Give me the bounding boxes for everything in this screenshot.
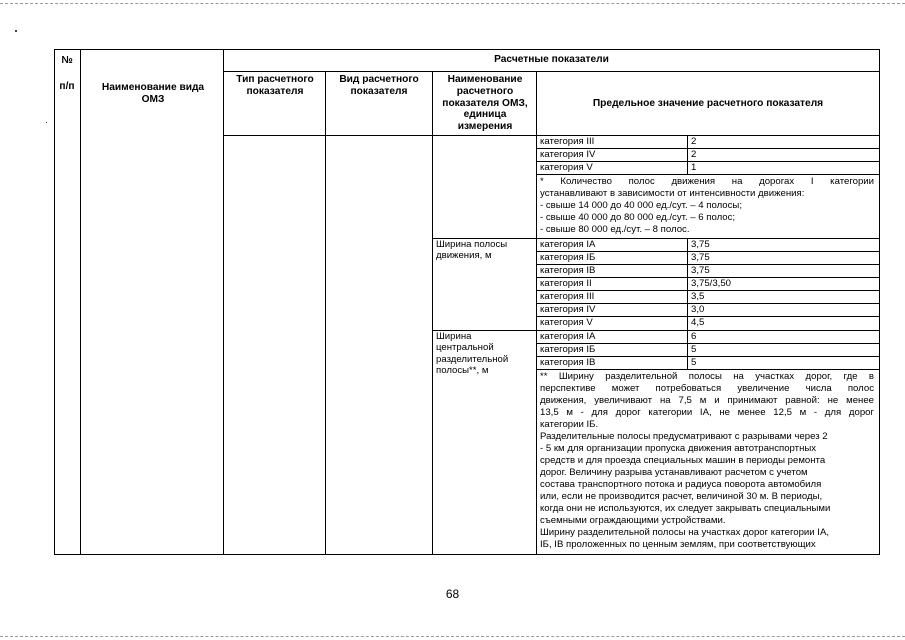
category-cell: категория V bbox=[540, 162, 593, 173]
value-cell: 2 bbox=[691, 149, 697, 160]
category-cell: категория IВ bbox=[540, 357, 596, 368]
page-number: 68 bbox=[445, 587, 460, 601]
category-cell: категория IА bbox=[540, 331, 596, 342]
median-note-line: дорог. Величину разрыва устанавливают расчетом с учетом bbox=[540, 467, 808, 478]
median-note-line: состава транспортного потока и радиуса поворота автомобиля bbox=[540, 479, 822, 490]
median-note-line: - 5 км для организации пропуска движения автотранспортных bbox=[540, 443, 817, 454]
category-cell: категория III bbox=[540, 136, 595, 147]
median-note-line: перспективе может потребоваться увеличение числа полос bbox=[540, 383, 874, 394]
lane-width-label: Ширина полосы движения, м bbox=[436, 239, 508, 262]
lanes-note-line: - свыше 40 000 до 80 000 ед./сут. – 6 полос; bbox=[540, 212, 736, 223]
category-cell: категория III bbox=[540, 291, 595, 302]
value-cell: 2 bbox=[691, 136, 697, 147]
median-note-line: 13,5 м - для дорог категории IА, не менее 12,5 м - для дорог bbox=[540, 407, 874, 418]
value-cell: 1 bbox=[691, 162, 697, 173]
median-note-line: Разделительные полосы предусматривают с разрывами через 2 bbox=[540, 431, 828, 442]
category-cell: категория IV bbox=[540, 304, 596, 315]
value-cell: 5 bbox=[691, 344, 697, 355]
value-cell: 3,75 bbox=[691, 252, 710, 263]
category-cell: категория IБ bbox=[540, 252, 596, 263]
median-note-line: IБ, IВ проложенных по ценным землям, при соответствующих bbox=[540, 539, 816, 550]
category-cell: категория V bbox=[540, 317, 593, 328]
median-note-line: ** Ширину разделительной полосы на участках дорог, где в bbox=[540, 371, 874, 382]
number-subheader: п/п bbox=[59, 81, 75, 92]
median-note-line: средств и для проезда специальных машин в периоды ремонта bbox=[540, 455, 826, 466]
value-cell: 3,0 bbox=[691, 304, 705, 315]
scan-speck bbox=[15, 30, 17, 32]
median-note-line: категории IБ. bbox=[540, 419, 599, 430]
median-note-line: съемными ограждающими устройствами. bbox=[540, 515, 726, 526]
category-cell: категория IА bbox=[540, 239, 596, 250]
indicators-table bbox=[54, 49, 880, 555]
value-cell: 6 bbox=[691, 331, 697, 342]
value-cell: 3,75 bbox=[691, 239, 710, 250]
lanes-note-line: - свыше 80 000 ед./сут. – 8 полос. bbox=[540, 224, 690, 235]
value-cell: 5 bbox=[691, 357, 697, 368]
value-cell: 3,75 bbox=[691, 265, 710, 276]
scan-speck bbox=[46, 122, 47, 123]
limit-header: Предельное значение расчетного показателя bbox=[592, 98, 824, 109]
number-header: № bbox=[61, 55, 73, 66]
category-cell: категория IВ bbox=[540, 265, 596, 276]
name-header: Наименование расчетного показателя ОМЗ, единица измерения bbox=[442, 74, 528, 133]
lanes-note-line: устанавливают в зависимости от интенсивности движения: bbox=[540, 188, 805, 199]
omz-name-header: Наименование вида ОМЗ bbox=[101, 82, 205, 105]
value-cell: 3,5 bbox=[691, 291, 705, 302]
median-note-line: когда они не используются, их следует закрывать специальными bbox=[540, 503, 831, 514]
value-cell: 3,75/3,50 bbox=[691, 278, 732, 289]
scan-top-border bbox=[0, 3, 905, 4]
category-cell: категория II bbox=[540, 278, 592, 289]
lanes-note-line: * Количество полос движения на дорогах I категории bbox=[540, 176, 874, 187]
median-width-label: Ширина центральной разделительной полосы**, м bbox=[436, 331, 509, 377]
scan-bottom-border bbox=[0, 636, 905, 637]
type-header: Тип расчетного показателя bbox=[236, 74, 314, 97]
median-note-line: движения, увеличивают на 7,5 м и принимают равной: не менее bbox=[540, 395, 874, 406]
category-cell: категория IБ bbox=[540, 344, 596, 355]
kind-header: Вид расчетного показателя bbox=[339, 74, 419, 97]
median-note-line: или, если не производится расчет, величиной 30 м. В периоды, bbox=[540, 491, 823, 502]
group-header: Расчетные показатели bbox=[494, 54, 609, 65]
median-note-line: Ширину разделительной полосы на участках дорог категории IА, bbox=[540, 527, 830, 538]
value-cell: 4,5 bbox=[691, 317, 705, 328]
category-cell: категория IV bbox=[540, 149, 596, 160]
lanes-note-line: - свыше 14 000 до 40 000 ед./сут. – 4 полосы; bbox=[540, 200, 742, 211]
